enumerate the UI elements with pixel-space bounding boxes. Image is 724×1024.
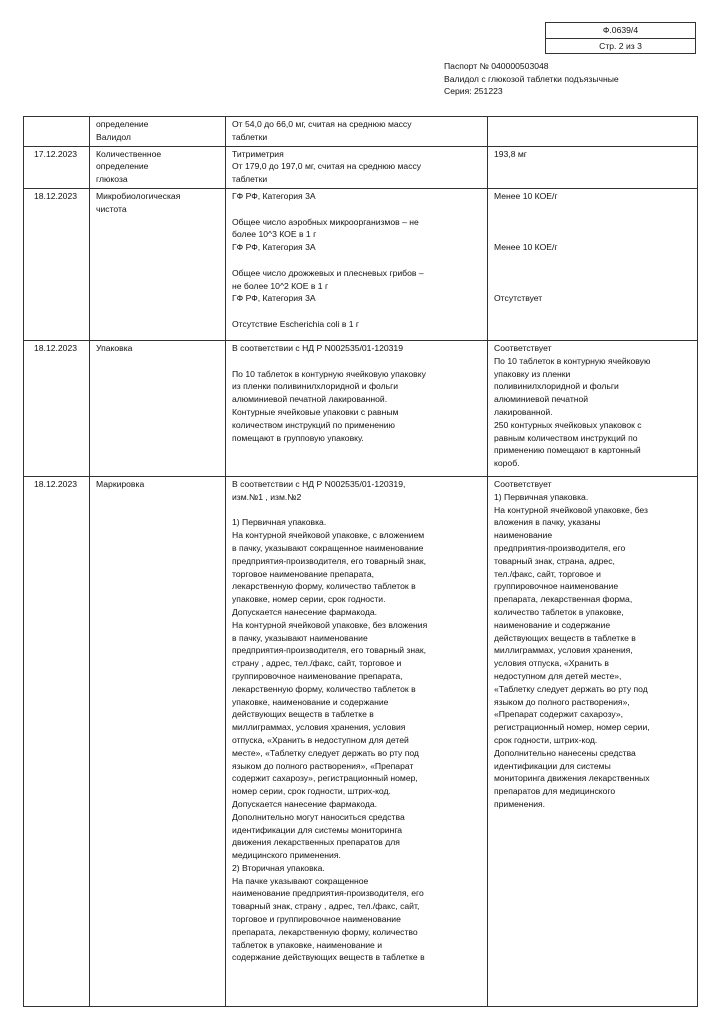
test-requirement: В соответствии с НД Р N002535/01-120319 По 10 таблеток в контурную ячейковую упаковку из пленки поливинилхлоридной и фольги алюминиевой печатной лакированной. Контурные ячейковые упаковки с равным количеством инструкций по применению помещают в групповую упаковку. [226,340,488,476]
passport-number: Паспорт № 040000503048 [444,61,549,71]
product-name: Валидол с глюкозой таблетки подъязычные [444,73,619,84]
test-date [24,117,90,147]
test-requirement: В соответствии с НД Р N002535/01-120319, изм.№1 , изм.№2 1) Первичная упаковка. На контурной ячейковой упаковке, с вложением в пачку, указывают сокращенное наименование предприятия-производителя, его товарный знак, торговое наименование препарата, лекарственную форму, количество таблеток в упаковке, номер серии, срок годности. Допускается нанесение фармакода. На контурной ячейковой упаковке, без вложения в пачку, указывают наименование предприятия-производителя, его товарный знак, страну , адрес, тел./факс, сайт, торговое и группировочное наименование препарата, лекарственную форму, количество таблеток в упаковке, наименование и содержание действующих веществ в таблетке в миллиграммах, условия хранения, условия отпуска, «Хранить в недоступном для детей месте», «Таблетку следует держать во рту под языком до полного растворения», «Препарат содержит сахарозу», регистрационный номер, номер серии, срок годности, штрих-код. Допускается нанесение фармакода. Дополнительно могут наноситься средства идентификации для системы мониторинга движения лекарственных препаратов для медицинского применения. 2) Вторичная упаковка. На пачке указывают сокращенное наименование предприятия-производителя, его товарный знак, страну , адрес, тел./факс, сайт, торговое и группировочное наименование препарата, лекарственную форму, количество таблеток в упаковке, наименование и содержание действующих веществ в таблетке в [226,476,488,1006]
test-requirement: ГФ РФ, Категория 3А Общее число аэробных микроорганизмов – не более 10^3 КОЕ в 1 г ГФ РФ, Категория 3А Общее число дрожжевых и плесневых грибов – не более 10^2 КОЕ в 1 г ГФ РФ, Категория 3А Отсутствие Escherichia coli в 1 г [226,188,488,340]
document-header [444,60,619,98]
test-result: 193,8 мг [488,146,698,188]
test-date: 18.12.2023 [24,188,90,340]
test-date: 18.12.2023 [24,340,90,476]
test-name: Микробиологическая чистота [90,188,226,340]
table-row [24,476,698,1006]
test-result: Менее 10 КОЕ/г Менее 10 КОЕ/г Отсутствует [488,188,698,340]
table-row [24,188,698,340]
test-results-table [23,116,698,1007]
page-number: Стр. 2 из 3 [546,38,695,54]
series-number: Серия: 251223 [444,86,503,96]
form-code-box [545,22,696,54]
test-name: определение Валидол [90,117,226,147]
test-requirement: Титриметрия От 179,0 до 197,0 мг, считая на среднюю массу таблетки [226,146,488,188]
table-row [24,340,698,476]
test-result [488,117,698,147]
form-code: Ф.0639/4 [602,25,639,35]
test-name: Маркировка [90,476,226,1006]
test-date: 18.12.2023 [24,476,90,1006]
table-row [24,146,698,188]
test-date: 17.12.2023 [24,146,90,188]
test-name: Количественное определение глюкоза [90,146,226,188]
test-requirement: От 54,0 до 66,0 мг, считая на среднюю массу таблетки [226,117,488,147]
test-result: Соответствует 1) Первичная упаковка. На контурной ячейковой упаковке, без вложения в пачку, указаны наименование предприятия-производителя, его товарный знак, страна, адрес, тел./факс, сайт, торговое и группировочное наименование препарата, лекарственная форма, количество таблеток в упаковке, наименование и содержание действующих веществ в таблетке в миллиграммах, условия хранения, условия отпуска, «Хранить в недоступном для детей месте», «Таблетку следует держать во рту под языком до полного растворения», «Препарат содержит сахарозу», регистрационный номер, номер серии, срок годности, штрих-код. Дополнительно нанесены средства идентификации для системы мониторинга движения лекарственных препаратов для медицинского применения. [488,476,698,1006]
test-name: Упаковка [90,340,226,476]
table-row [24,117,698,147]
test-result: Соответствует По 10 таблеток в контурную ячейковую упаковку из пленки поливинилхлоридной и фольги алюминиевой печатной лакированной. 250 контурных ячейковых упаковок с равным количеством инструкций по применению помещают в картонный короб. [488,340,698,476]
